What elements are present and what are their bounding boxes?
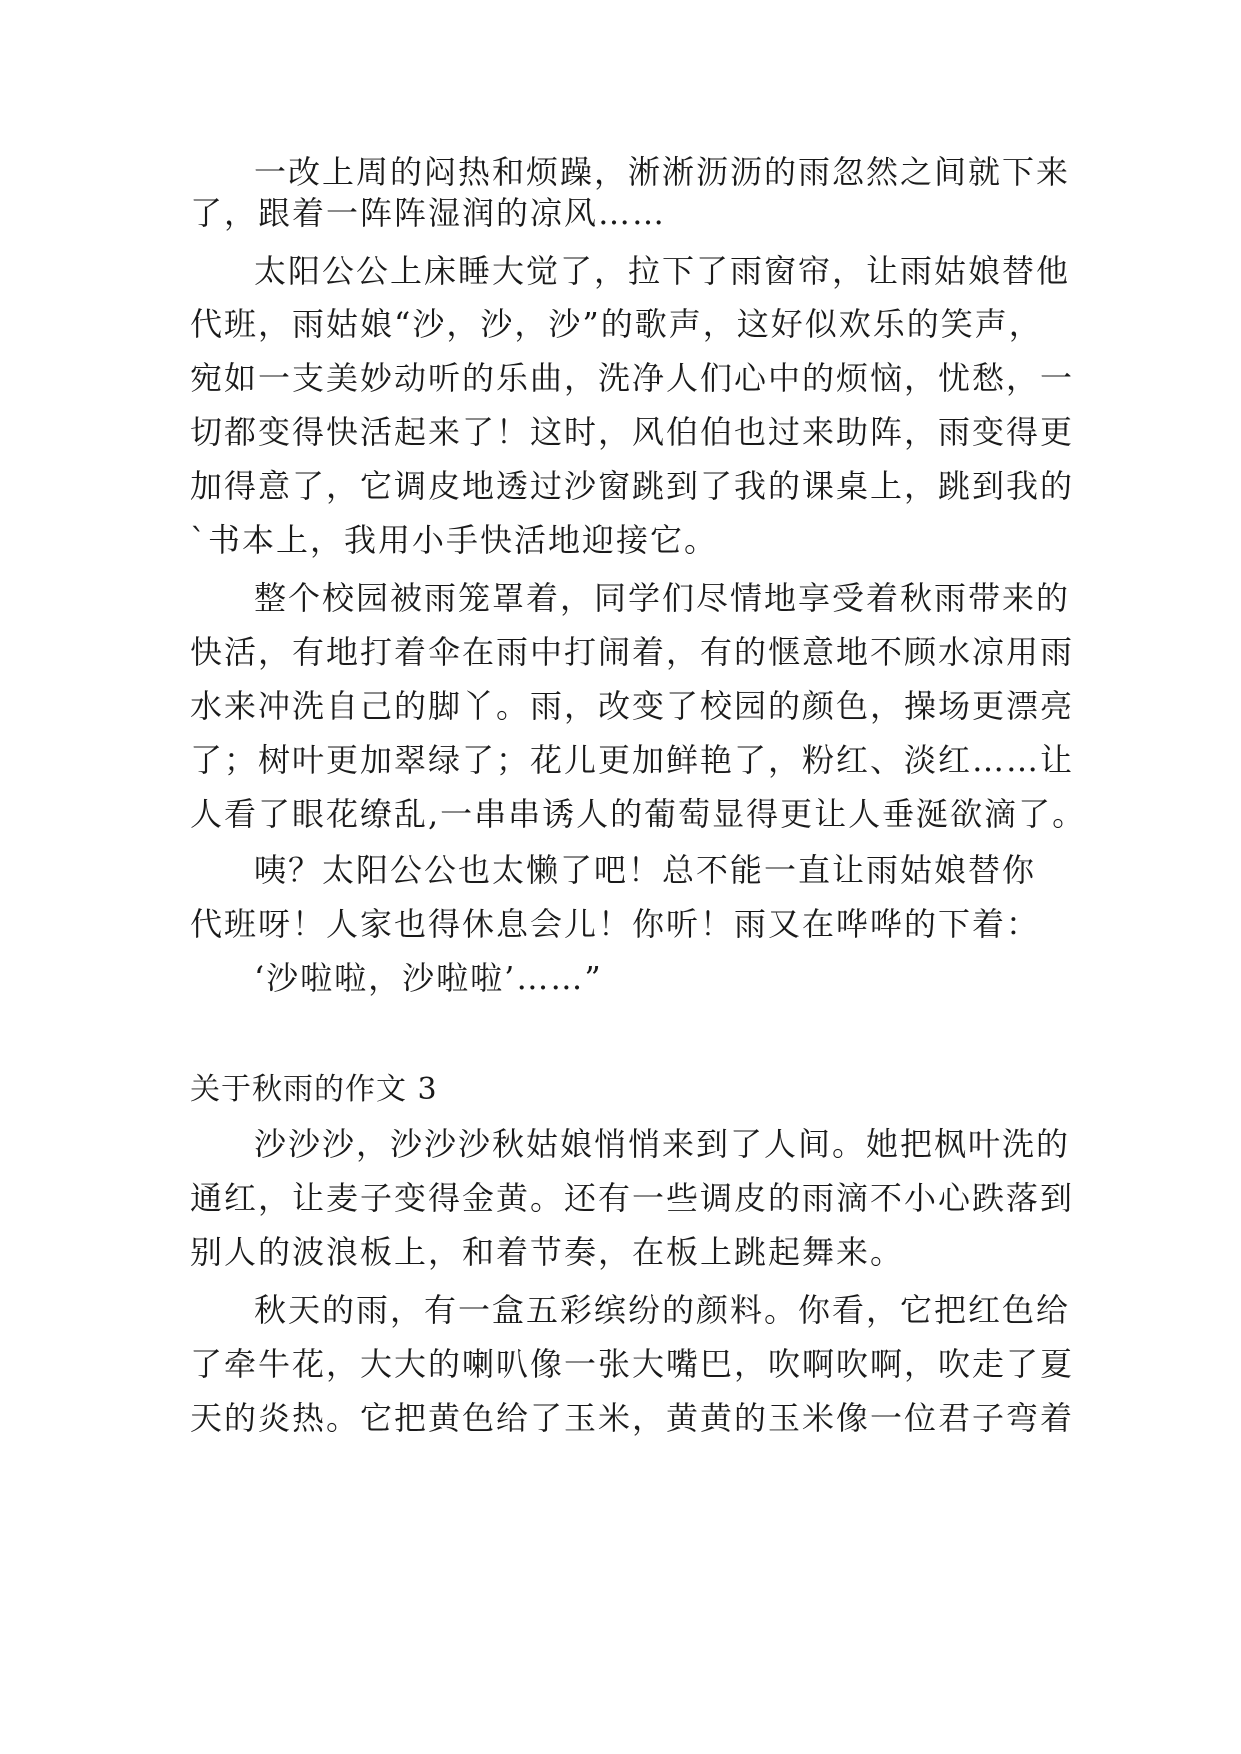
text-line: 了；树叶更加翠绿了；花儿更加鲜艳了，粉红、淡红……让 bbox=[190, 741, 1075, 779]
text-line: 别人的波浪板上，和着节奏，在板上跳起舞来。 bbox=[190, 1233, 905, 1271]
text-line: 代班呀！人家也得休息会儿！你听！雨又在哗哗的下着： bbox=[190, 905, 1041, 943]
text-line: 整个校园被雨笼罩着，同学们尽情地享受着秋雨带来的 bbox=[254, 579, 1071, 617]
text-line: 太阳公公上床睡大觉了，拉下了雨窗帘，让雨姑娘替他 bbox=[254, 252, 1071, 290]
text-line: 了牵牛花，大大的喇叭像一张大嘴巴，吹啊吹啊，吹走了夏 bbox=[190, 1345, 1075, 1383]
text-line: 切都变得快活起来了！这时，风伯伯也过来助阵，雨变得更 bbox=[190, 413, 1075, 451]
text-line: 沙沙沙，沙沙沙秋姑娘悄悄来到了人间。她把枫叶洗的 bbox=[254, 1125, 1071, 1163]
text-line: 秋天的雨，有一盒五彩缤纷的颜料。你看，它把红色给 bbox=[254, 1291, 1071, 1329]
text-line: `书本上，我用小手快活地迎接它。 bbox=[190, 521, 719, 559]
text-line: 通红，让麦子变得金黄。还有一些调皮的雨滴不小心跌落到 bbox=[190, 1179, 1075, 1217]
section-title: 关于秋雨的作文 3 bbox=[190, 1072, 438, 1107]
text-line: 了，跟着一阵阵湿润的凉风…… bbox=[190, 194, 667, 232]
text-line: 宛如一支美妙动听的乐曲，洗净人们心中的烦恼，忧愁，一 bbox=[190, 359, 1075, 397]
text-line: 人看了眼花缭乱,一串串诱人的葡萄显得更让人垂涎欲滴了。 bbox=[190, 795, 1087, 833]
text-line: 代班，雨姑娘“沙，沙，沙”的歌声，这好似欢乐的笑声， bbox=[190, 305, 1043, 343]
text-line: 一改上周的闷热和烦躁，淅淅沥沥的雨忽然之间就下来 bbox=[254, 153, 1071, 191]
text-line: ‘沙啦啦，沙啦啦’……” bbox=[254, 959, 603, 997]
text-line: 水来冲洗自己的脚丫。雨，改变了校园的颜色，操场更漂亮 bbox=[190, 687, 1075, 725]
text-line: 加得意了，它调皮地透过沙窗跳到了我的课桌上，跳到我的 bbox=[190, 467, 1075, 505]
text-line: 快活，有地打着伞在雨中打闹着，有的惬意地不顾水凉用雨 bbox=[190, 633, 1075, 671]
text-line: 咦？太阳公公也太懒了吧！总不能一直让雨姑娘替你 bbox=[254, 851, 1037, 889]
text-line: 天的炎热。它把黄色给了玉米，黄黄的玉米像一位君子弯着 bbox=[190, 1399, 1075, 1437]
